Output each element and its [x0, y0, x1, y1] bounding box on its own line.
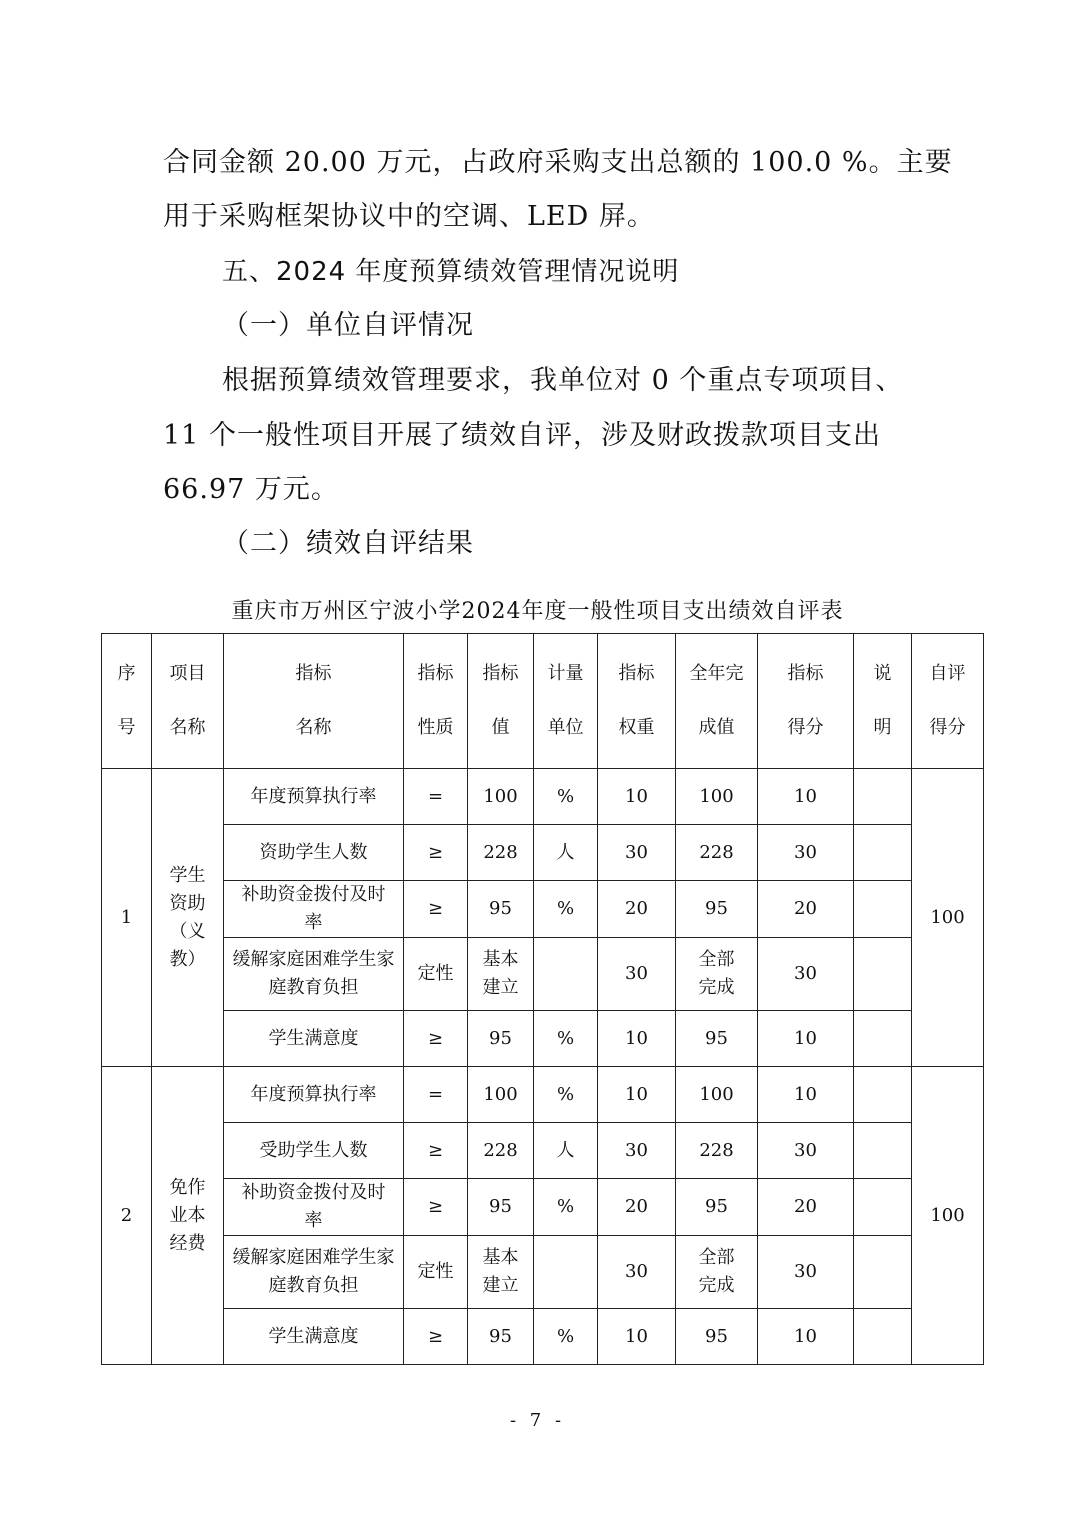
- indicator-weight: 30: [598, 1123, 676, 1179]
- table-header-row: [102, 634, 984, 769]
- indicator-unit: %: [534, 769, 598, 825]
- header-no: 序 号: [102, 634, 152, 769]
- indicator-weight: 20: [598, 1179, 676, 1236]
- table-row: [102, 825, 984, 881]
- indicator-unit: [534, 938, 598, 1011]
- indicator-nature: ≥: [404, 1011, 468, 1067]
- indicator-name: 受助学生人数: [224, 1123, 404, 1179]
- table-row: [102, 769, 984, 825]
- indicator-value: 228: [468, 1123, 534, 1179]
- indicator-value: 95: [468, 1309, 534, 1365]
- page-number: - 7 -: [509, 1410, 566, 1431]
- indicator-actual: 95: [676, 1309, 758, 1365]
- indicator-name: 资助学生人数: [224, 825, 404, 881]
- indicator-note: [854, 1179, 912, 1236]
- project-name: 学生资助（义教）: [152, 769, 224, 1067]
- indicator-nature: ≥: [404, 1309, 468, 1365]
- indicator-value: 95: [468, 1011, 534, 1067]
- table-row: [102, 1236, 984, 1309]
- indicator-value: 基本建立: [468, 1236, 534, 1309]
- indicator-note: [854, 938, 912, 1011]
- indicator-actual: 228: [676, 1123, 758, 1179]
- indicator-value: 95: [468, 1179, 534, 1236]
- performance-table: [101, 633, 984, 1365]
- indicator-name: 学生满意度: [224, 1011, 404, 1067]
- project-self-score: 100: [912, 769, 984, 1067]
- indicator-actual: 全部完成: [676, 1236, 758, 1309]
- indicator-nature: =: [404, 1067, 468, 1123]
- indicator-note: [854, 1309, 912, 1365]
- header-indicator-nature: 指标 性质: [404, 634, 468, 769]
- indicator-value: 95: [468, 881, 534, 938]
- indicator-weight: 10: [598, 1309, 676, 1365]
- indicator-name: 学生满意度: [224, 1309, 404, 1365]
- indicator-value: 基本建立: [468, 938, 534, 1011]
- indicator-name: 年度预算执行率: [224, 769, 404, 825]
- header-unit: 计量 单位: [534, 634, 598, 769]
- project-name: 免作业本经费: [152, 1067, 224, 1365]
- indicator-unit: %: [534, 1011, 598, 1067]
- indicator-actual: 100: [676, 769, 758, 825]
- indicator-points: 20: [758, 881, 854, 938]
- paragraph-line: 根据预算绩效管理要求，我单位对 0 个重点专项项目、: [222, 365, 904, 396]
- indicator-weight: 30: [598, 825, 676, 881]
- indicator-name: 缓解家庭困难学生家庭教育负担: [224, 1236, 404, 1309]
- indicator-unit: %: [534, 881, 598, 938]
- indicator-points: 30: [758, 938, 854, 1011]
- indicator-note: [854, 769, 912, 825]
- header-weight: 指标 权重: [598, 634, 676, 769]
- table-row: [102, 881, 984, 938]
- indicator-note: [854, 1067, 912, 1123]
- indicator-unit: %: [534, 1179, 598, 1236]
- indicator-nature: 定性: [404, 938, 468, 1011]
- subsection-title: （一）单位自评情况: [222, 310, 474, 341]
- project-no: 2: [102, 1067, 152, 1365]
- indicator-points: 10: [758, 769, 854, 825]
- indicator-nature: ≥: [404, 1123, 468, 1179]
- header-actual: 全年完 成值: [676, 634, 758, 769]
- indicator-value: 228: [468, 825, 534, 881]
- indicator-points: 30: [758, 1236, 854, 1309]
- indicator-actual: 95: [676, 1179, 758, 1236]
- indicator-value: 100: [468, 769, 534, 825]
- indicator-note: [854, 881, 912, 938]
- section-title: 五、2024 年度预算绩效管理情况说明: [222, 257, 680, 287]
- indicator-unit: 人: [534, 825, 598, 881]
- paragraph-line: 用于采购框架协议中的空调、LED 屏。: [163, 201, 655, 232]
- indicator-actual: 95: [676, 1011, 758, 1067]
- indicator-points: 20: [758, 1179, 854, 1236]
- indicator-points: 10: [758, 1011, 854, 1067]
- indicator-value: 100: [468, 1067, 534, 1123]
- indicator-name: 年度预算执行率: [224, 1067, 404, 1123]
- header-self-score: 自评 得分: [912, 634, 984, 769]
- indicator-actual: 95: [676, 881, 758, 938]
- header-indicator-name: 指标 名称: [224, 634, 404, 769]
- indicator-weight: 10: [598, 1067, 676, 1123]
- indicator-weight: 10: [598, 1011, 676, 1067]
- subsection-title: （二）绩效自评结果: [222, 528, 474, 559]
- project-self-score: 100: [912, 1067, 984, 1365]
- indicator-points: 30: [758, 1123, 854, 1179]
- indicator-note: [854, 1236, 912, 1309]
- header-points: 指标 得分: [758, 634, 854, 769]
- table-row: [102, 938, 984, 1011]
- paragraph-line: 合同金额 20.00 万元，占政府采购支出总额的 100.0 %。主要: [163, 147, 953, 178]
- indicator-note: [854, 1011, 912, 1067]
- table-row: [102, 1309, 984, 1365]
- indicator-nature: 定性: [404, 1236, 468, 1309]
- indicator-points: 10: [758, 1309, 854, 1365]
- table-row: [102, 1011, 984, 1067]
- paragraph-line: 11 个一般性项目开展了绩效自评，涉及财政拨款项目支出: [163, 420, 881, 451]
- indicator-weight: 30: [598, 1236, 676, 1309]
- header-note: 说 明: [854, 634, 912, 769]
- indicator-nature: ≥: [404, 881, 468, 938]
- indicator-unit: %: [534, 1309, 598, 1365]
- indicator-note: [854, 1123, 912, 1179]
- indicator-name: 补助资金拨付及时率: [224, 1179, 404, 1236]
- table-caption: 重庆市万州区宁波小学2024年度一般性项目支出绩效自评表: [231, 599, 844, 624]
- indicator-unit: [534, 1236, 598, 1309]
- indicator-nature: =: [404, 769, 468, 825]
- indicator-actual: 228: [676, 825, 758, 881]
- indicator-name: 补助资金拨付及时率: [224, 881, 404, 938]
- indicator-note: [854, 825, 912, 881]
- indicator-name: 缓解家庭困难学生家庭教育负担: [224, 938, 404, 1011]
- paragraph-line: 66.97 万元。: [163, 474, 339, 505]
- project-no: 1: [102, 769, 152, 1067]
- indicator-unit: 人: [534, 1123, 598, 1179]
- indicator-nature: ≥: [404, 1179, 468, 1236]
- indicator-points: 30: [758, 825, 854, 881]
- indicator-nature: ≥: [404, 825, 468, 881]
- indicator-actual: 全部完成: [676, 938, 758, 1011]
- table-row: [102, 1179, 984, 1236]
- indicator-weight: 30: [598, 938, 676, 1011]
- indicator-unit: %: [534, 1067, 598, 1123]
- indicator-points: 10: [758, 1067, 854, 1123]
- indicator-actual: 100: [676, 1067, 758, 1123]
- header-project-name: 项目 名称: [152, 634, 224, 769]
- table-row: [102, 1123, 984, 1179]
- table-row: [102, 1067, 984, 1123]
- indicator-weight: 10: [598, 769, 676, 825]
- header-indicator-value: 指标 值: [468, 634, 534, 769]
- indicator-weight: 20: [598, 881, 676, 938]
